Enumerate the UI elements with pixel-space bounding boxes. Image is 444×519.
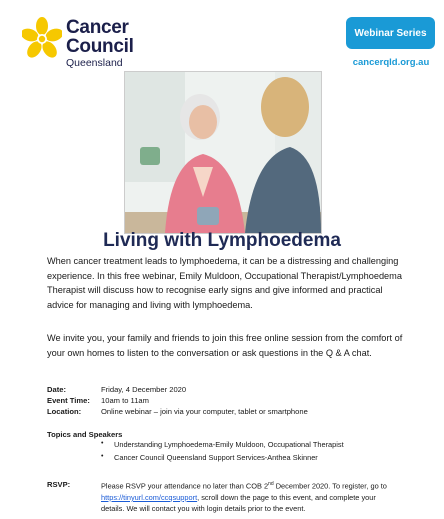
topics-heading: Topics and Speakers bbox=[47, 430, 123, 439]
daffodil-logo-icon bbox=[22, 17, 62, 61]
date-label: Date: bbox=[47, 385, 66, 394]
topic-item: Understanding Lymphoedema-Emily Muldoon, Occupational Therapist bbox=[114, 440, 344, 449]
brand-name-line-1: Cancer bbox=[66, 17, 129, 38]
brand-name-line-3: Queensland bbox=[66, 57, 123, 69]
rsvp-superscript: nd bbox=[268, 481, 274, 487]
date-value: Friday, 4 December 2020 bbox=[101, 385, 187, 394]
website-url[interactable]: cancerqld.org.au bbox=[352, 57, 430, 68]
brand-name-line-2: Council bbox=[66, 36, 134, 57]
hero-photo bbox=[124, 71, 322, 234]
time-label: Event Time: bbox=[47, 396, 90, 405]
invite-paragraph: We invite you, your family and friends to join this free online session from the comfort of your own homes to listen to the conversation or ask questions in the Q & A chat. bbox=[47, 333, 403, 358]
bullet-dot-icon: • bbox=[101, 453, 104, 460]
topic-item: Cancer Council Queensland Support Services-Anthea Skinner bbox=[114, 453, 318, 462]
location-label: Location: bbox=[47, 407, 82, 416]
time-value: 10am to 11am bbox=[101, 396, 149, 405]
hero-photo-illustration bbox=[125, 72, 321, 233]
bullet-dot-icon: • bbox=[101, 440, 104, 447]
rsvp-text-part-2: December 2020. To register, go to bbox=[273, 481, 387, 491]
page-title: Living with Lymphoedema bbox=[103, 230, 341, 251]
rsvp-text-part-3: , scroll down the page to this event, and complete your details. We will contact you with login details prior to the event. bbox=[101, 492, 376, 514]
rsvp-registration-link[interactable]: https://tinyurl.com/ccqsupport bbox=[101, 492, 198, 502]
rsvp-text bbox=[101, 479, 401, 515]
webinar-series-badge: Webinar Series bbox=[346, 17, 435, 49]
location-value: Online webinar – join via your computer, tablet or smartphone bbox=[101, 407, 308, 416]
rsvp-label: RSVP: bbox=[47, 480, 71, 489]
intro-paragraph: When cancer treatment leads to lymphoedema, it can be a distressing and challenging experience. In this free webinar, Emily Muldoon, Occupational Therapist/Lymphoedema Therapist will discuss how to recognise early signs and give informed and practical advice for managing and living with lymphoedema. bbox=[47, 256, 402, 310]
rsvp-text-part-1: Please RSVP your attendance no later than COB 2 bbox=[101, 481, 269, 491]
